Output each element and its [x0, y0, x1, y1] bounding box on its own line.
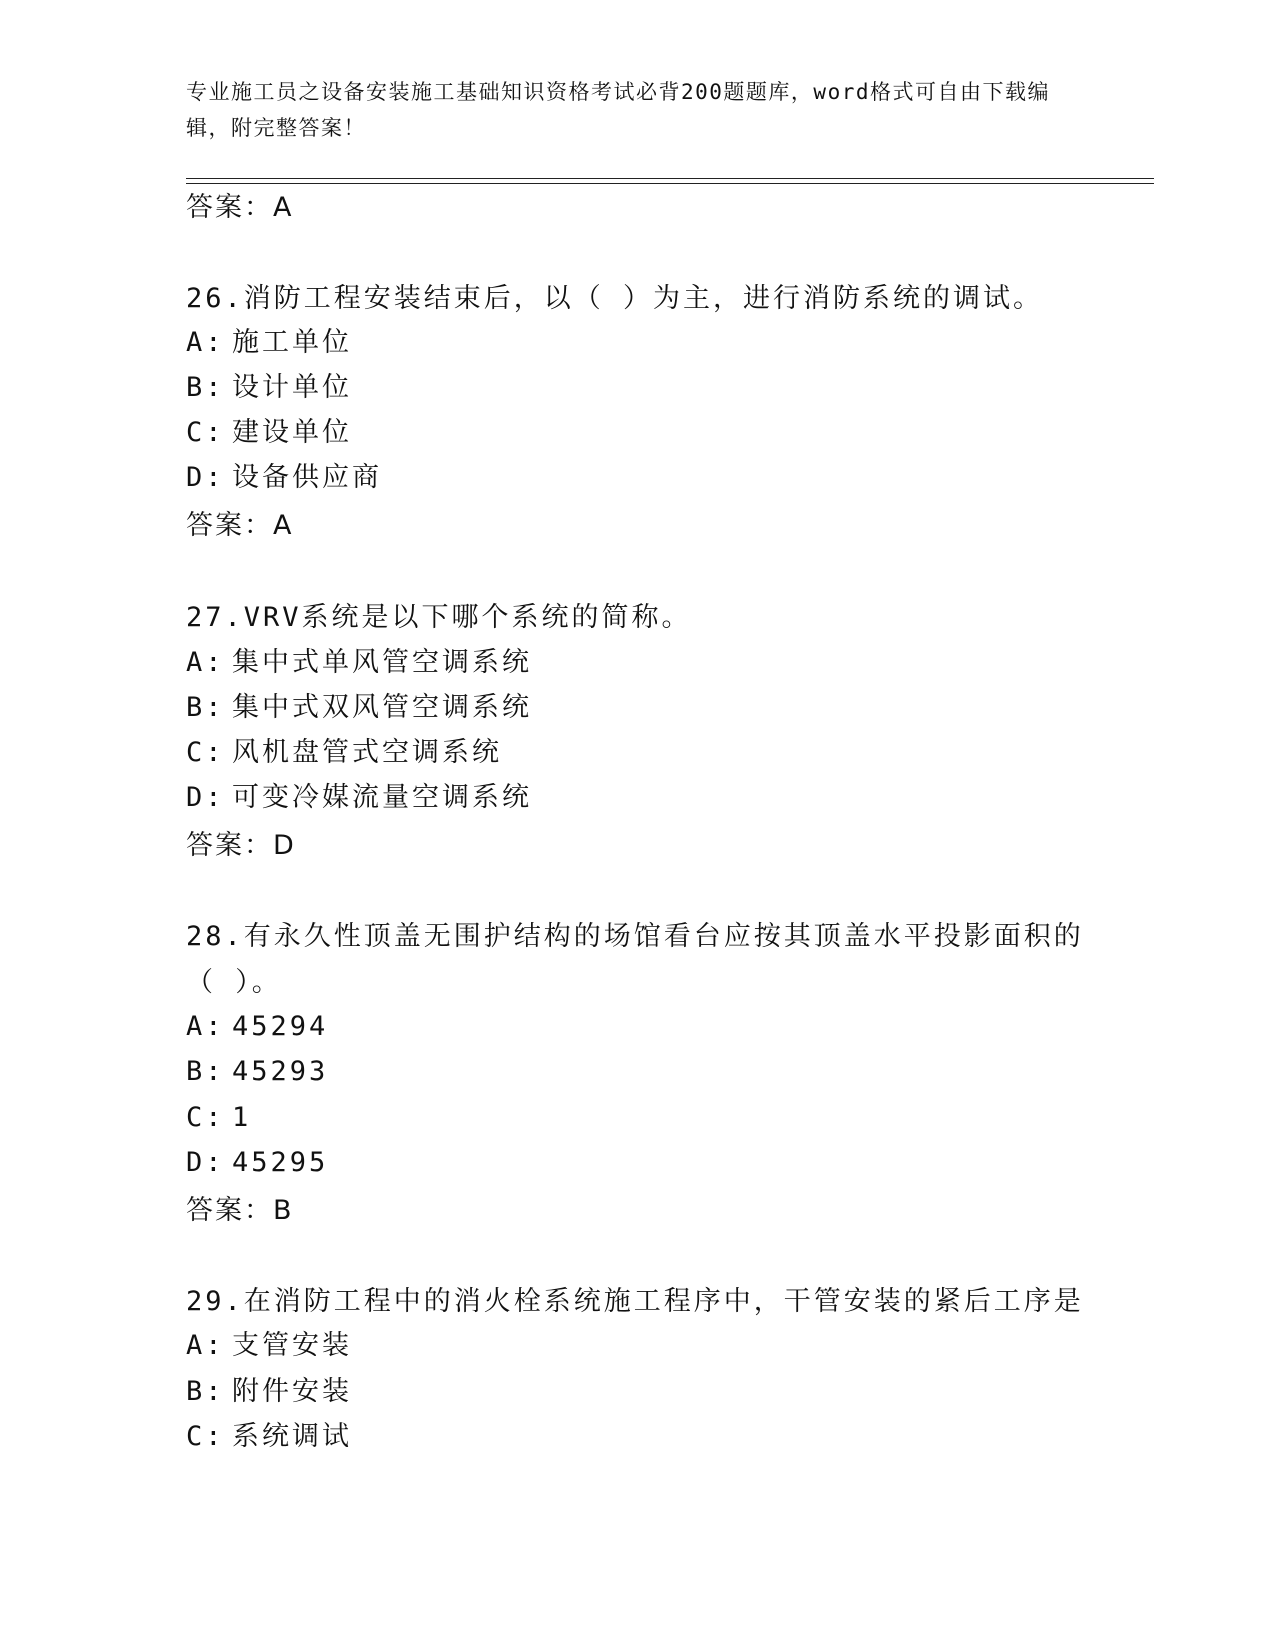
option-c [186, 735, 502, 771]
option-letter: A: [186, 1330, 225, 1361]
option-letter: D: [186, 782, 225, 813]
option-b [186, 1054, 328, 1090]
option-letter: A: [186, 1011, 225, 1042]
option-d [186, 460, 382, 496]
option-letter: A: [186, 327, 225, 358]
option-text: 设计单位 [232, 372, 352, 403]
option-text: 1 [232, 1102, 252, 1133]
option-letter: C: [186, 417, 225, 448]
option-text: 建设单位 [232, 417, 352, 448]
option-letter: B: [186, 1376, 225, 1407]
option-c [186, 415, 352, 451]
option-a [186, 1328, 352, 1364]
option-text: 附件安装 [232, 1376, 352, 1407]
option-text: 设备供应商 [232, 462, 382, 493]
option-b [186, 370, 352, 406]
option-letter: B: [186, 692, 225, 723]
option-text: 风机盘管式空调系统 [232, 737, 502, 768]
option-text: 45294 [232, 1011, 329, 1042]
option-text: 45295 [232, 1147, 329, 1178]
option-text: 施工单位 [232, 327, 352, 358]
option-letter: D: [186, 462, 225, 493]
option-text: 集中式双风管空调系统 [232, 692, 532, 723]
option-text: 集中式单风管空调系统 [232, 647, 532, 678]
option-letter: B: [186, 1056, 225, 1087]
option-letter: D: [186, 1147, 225, 1178]
question-28-text: 28.有永久性顶盖无围护结构的场馆看台应按其顶盖水平投影面积的（ ）。 [186, 921, 1084, 998]
option-letter: A: [186, 647, 225, 678]
option-text: 支管安装 [232, 1330, 352, 1361]
question-26-answer: 答案：A [186, 510, 294, 541]
header-divider-top [186, 178, 1154, 179]
question-27-text: 27.VRV系统是以下哪个系统的简称。 [186, 602, 692, 633]
option-text: 45293 [232, 1056, 329, 1087]
question-27-answer: 答案：D [186, 830, 296, 861]
option-letter: C: [186, 737, 225, 768]
header-divider-bottom [186, 183, 1154, 184]
option-a [186, 325, 352, 361]
option-c [186, 1100, 251, 1136]
option-a [186, 1009, 328, 1045]
option-letter: C: [186, 1421, 225, 1452]
previous-answer: 答案：A [186, 192, 294, 223]
question-29-text: 29.在消防工程中的消火栓系统施工程序中，干管安装的紧后工序是 [186, 1286, 1084, 1317]
option-letter: B: [186, 372, 225, 403]
document-header: 专业施工员之设备安装施工基础知识资格考试必背200题题库，word格式可自由下载编辑，附完整答案！ [186, 80, 1050, 140]
question-28-answer: 答案：B [186, 1195, 294, 1226]
option-b [186, 1374, 352, 1410]
option-letter: C: [186, 1102, 225, 1133]
option-d [186, 1145, 328, 1181]
option-b [186, 690, 532, 726]
option-c [186, 1419, 352, 1455]
question-26-text: 26.消防工程安装结束后，以（ ）为主，进行消防系统的调试。 [186, 283, 1044, 314]
option-a [186, 645, 532, 681]
option-d [186, 780, 532, 816]
option-text: 系统调试 [232, 1421, 352, 1452]
option-text: 可变冷媒流量空调系统 [232, 782, 532, 813]
